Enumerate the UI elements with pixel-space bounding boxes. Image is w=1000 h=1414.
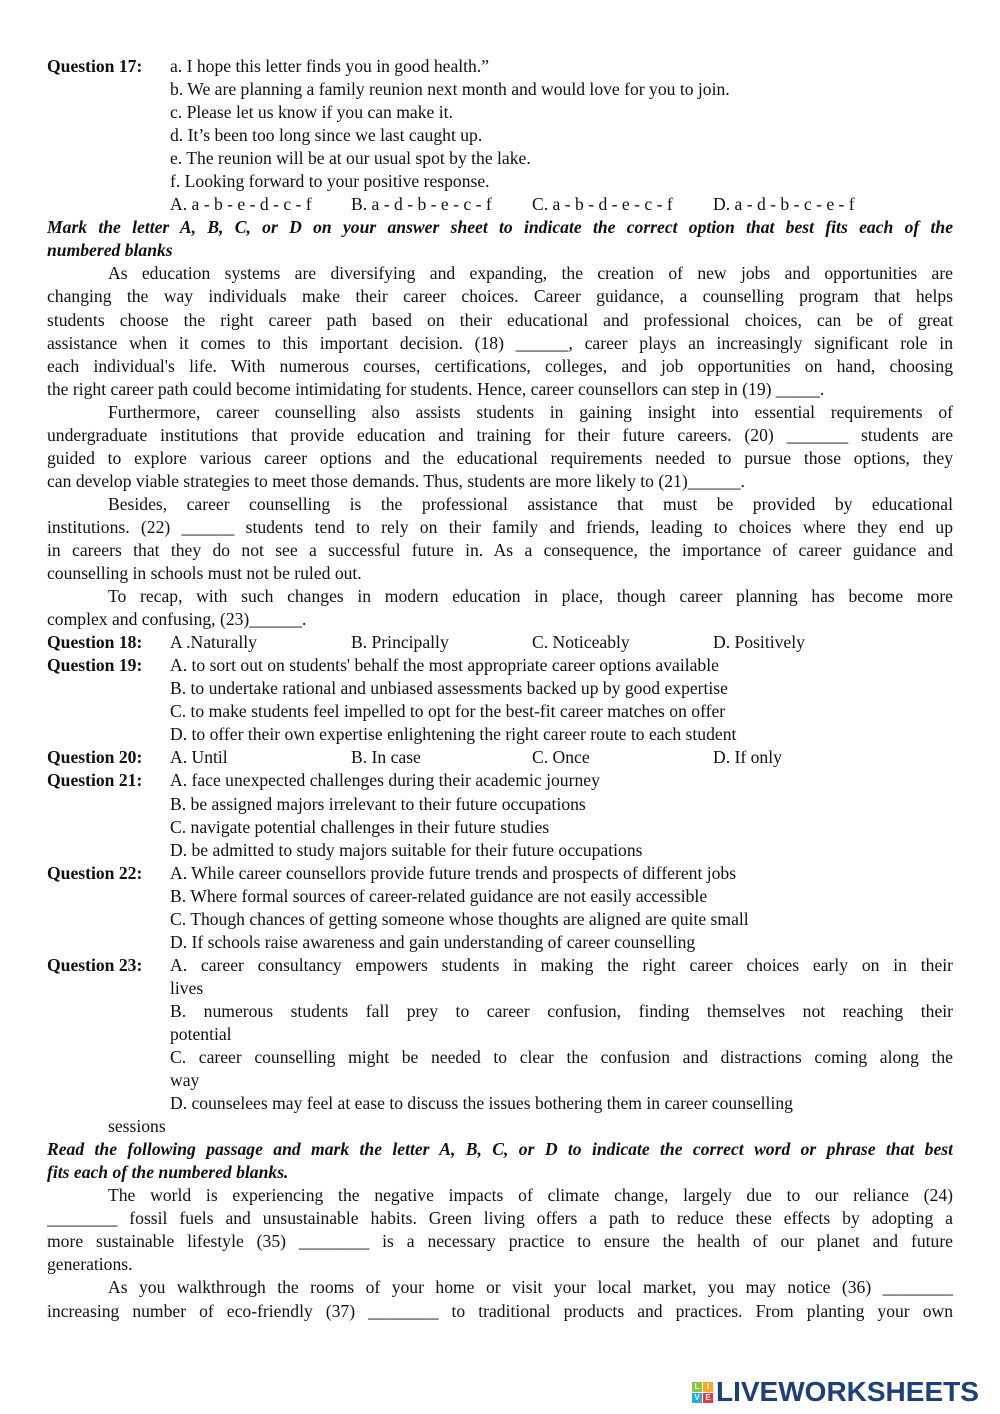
passage-line: undergraduate institutions that provide education and training for their future careers. (20) _______ students are bbox=[47, 424, 953, 445]
liveworksheets-logo bbox=[692, 1376, 979, 1408]
answer-option: B. numerous students fall prey to career confusion, finding themselves not reaching their bbox=[170, 1000, 953, 1021]
answer-option: B. In case bbox=[351, 747, 421, 768]
instruction-text: numbered blanks bbox=[47, 240, 173, 261]
passage-line: counselling in schools must not be ruled out. bbox=[47, 563, 362, 584]
passage-line: As education systems are diversifying and expanding, the creation of new jobs and opportunities are bbox=[108, 263, 953, 284]
answer-options bbox=[170, 746, 953, 769]
answer-option: lives bbox=[170, 977, 204, 998]
answer-option: A. a - b - e - d - c - f bbox=[170, 194, 312, 215]
question-row bbox=[47, 654, 953, 677]
passage-line: students choose the right career path based on their educational and professional choices, can be of great bbox=[47, 309, 953, 330]
passage-line: each individual's life. With numerous courses, certifications, colleges, and job opportunities on hand, choosing bbox=[47, 355, 953, 376]
answer-option-continuation: sessions bbox=[108, 1116, 166, 1137]
answer-option: B. Where formal sources of career-related guidance are not easily accessible bbox=[170, 885, 708, 906]
answer-option: C. a - b - d - e - c - f bbox=[532, 194, 673, 215]
answer-option: d. It’s been too long since we last caught up. bbox=[170, 125, 483, 146]
question-row bbox=[47, 954, 953, 977]
question-row bbox=[47, 769, 953, 792]
answer-option: D. be admitted to study majors suitable for their future occupations bbox=[170, 839, 643, 860]
question-label: Question 20: bbox=[47, 747, 143, 768]
passage-line: changing the way individuals make their career choices. Career guidance, a counselling program that helps bbox=[47, 286, 953, 307]
question-label: Question 18: bbox=[47, 632, 143, 653]
answer-option: A. to sort out on students' behalf the most appropriate career options available bbox=[170, 655, 719, 676]
answer-option: D. a - d - b - c - e - f bbox=[713, 194, 855, 215]
question-label: Question 17: bbox=[47, 56, 143, 76]
answer-option: C. navigate potential challenges in their future studies bbox=[170, 816, 550, 837]
passage-line: guided to explore various career options and the educational requirements needed to pursue those options, they bbox=[47, 447, 953, 468]
answer-option: A. face unexpected challenges during their academic journey bbox=[170, 770, 600, 791]
logo-tile: E bbox=[703, 1393, 713, 1403]
answer-option: C. to make students feel impelled to opt for the best-fit career matches on offer bbox=[170, 701, 726, 722]
logo-text: LIVEWORKSHEETS bbox=[716, 1376, 979, 1407]
answer-option: f. Looking forward to your positive response. bbox=[170, 171, 490, 192]
question-row bbox=[47, 55, 953, 78]
passage-line: Besides, career counselling is the professional assistance that must be provided by educational bbox=[108, 493, 953, 514]
answer-options bbox=[170, 193, 953, 216]
answer-option: potential bbox=[170, 1023, 232, 1044]
instruction-text: Mark the letter A, B, C, or D on your answer sheet to indicate the correct option that best fits each of the bbox=[47, 217, 953, 238]
passage-line: To recap, with such changes in modern education in place, though career planning has become more bbox=[108, 586, 953, 607]
passage-line: in careers that they do not see a successful future in. As a consequence, the importance of career guidance and bbox=[47, 539, 953, 560]
answer-option: A. While career counsellors provide future trends and prospects of different jobs bbox=[170, 862, 737, 883]
live-tiles-icon bbox=[692, 1382, 713, 1403]
answer-row bbox=[47, 746, 953, 769]
passage-line: increasing number of eco-friendly (37) ________ to traditional products and practices. From planting your own bbox=[47, 1300, 953, 1321]
logo-tile: I bbox=[703, 1382, 713, 1392]
answer-option: D. counselees may feel at ease to discuss the issues bothering them in career counselling bbox=[170, 1093, 793, 1114]
instruction-text: Read the following passage and mark the letter A, B, C, or D to indicate the correct word or phrase that best bbox=[47, 1139, 953, 1160]
worksheet-document bbox=[47, 55, 953, 1323]
passage-line: The world is experiencing the negative impacts of climate change, largely due to our reliance (24) bbox=[108, 1185, 953, 1206]
answer-option: a. I hope this letter finds you in good health.” bbox=[170, 56, 490, 76]
answer-option: way bbox=[170, 1070, 200, 1091]
passage-line: the right career path could become intimidating for students. Hence, career counsellors can step in (19) _____. bbox=[47, 378, 825, 399]
question-label: Question 19: bbox=[47, 655, 143, 676]
answer-option: C. career counselling might be needed to clear the confusion and distractions coming along the bbox=[170, 1047, 953, 1068]
answer-options bbox=[170, 631, 953, 654]
answer-option: b. We are planning a family reunion next month and would love for you to join. bbox=[170, 79, 730, 100]
answer-option: e. The reunion will be at our usual spot by the lake. bbox=[170, 148, 531, 169]
answer-option: B. Principally bbox=[351, 632, 449, 653]
answer-option: C. Once bbox=[532, 747, 590, 768]
answer-option: B. a - d - b - e - c - f bbox=[351, 194, 492, 215]
passage-line: generations. bbox=[47, 1254, 133, 1275]
question-label: Question 23: bbox=[47, 954, 143, 975]
answer-row bbox=[47, 631, 953, 654]
logo-tile: L bbox=[692, 1382, 702, 1392]
passage-line: ________ fossil fuels and unsustainable habits. Green living offers a path to reduce these effects by adopting a bbox=[47, 1208, 953, 1229]
answer-row bbox=[47, 193, 953, 216]
passage-line: assistance when it comes to this important decision. (18) ______, career plays an increasingly significant role in bbox=[47, 332, 953, 353]
instruction-text: fits each of the numbered blanks. bbox=[47, 1162, 289, 1183]
passage-line: complex and confusing, (23)______. bbox=[47, 609, 307, 630]
passage-line: can develop viable strategies to meet those demands. Thus, students are more likely to (21)______. bbox=[47, 470, 745, 491]
passage-line: more sustainable lifestyle (35) ________ is a necessary practice to ensure the health of our planet and future bbox=[47, 1231, 953, 1252]
answer-option: A. Until bbox=[170, 747, 228, 768]
answer-option: D. If schools raise awareness and gain understanding of career counselling bbox=[170, 931, 696, 952]
logo-tile: V bbox=[692, 1393, 702, 1403]
answer-option: D. to offer their own expertise enlightening the right career route to each student bbox=[170, 724, 737, 745]
answer-option: A. career consultancy empowers students in making the right career choices early on in their bbox=[170, 954, 953, 975]
answer-option: B. be assigned majors irrelevant to their future occupations bbox=[170, 793, 586, 814]
answer-option: c. Please let us know if you can make it. bbox=[170, 102, 453, 123]
passage-line: As you walkthrough the rooms of your home or visit your local market, you may notice (36) ________ bbox=[108, 1277, 953, 1298]
answer-option: D. Positively bbox=[713, 632, 805, 653]
answer-option: A .Naturally bbox=[170, 632, 257, 653]
answer-option: D. If only bbox=[713, 747, 782, 768]
passage-line: Furthermore, career counselling also assists students in gaining insight into essential requirements of bbox=[108, 401, 953, 422]
question-row bbox=[47, 862, 953, 885]
question-label: Question 22: bbox=[47, 862, 143, 883]
passage-line: institutions. (22) ______ students tend to rely on their family and friends, leading to choices where they end up bbox=[47, 516, 953, 537]
answer-option: B. to undertake rational and unbiased assessments backed up by good expertise bbox=[170, 678, 728, 699]
answer-option: C. Though chances of getting someone whose thoughts are aligned are quite small bbox=[170, 908, 749, 929]
answer-option: C. Noticeably bbox=[532, 632, 630, 653]
question-label: Question 21: bbox=[47, 770, 143, 791]
